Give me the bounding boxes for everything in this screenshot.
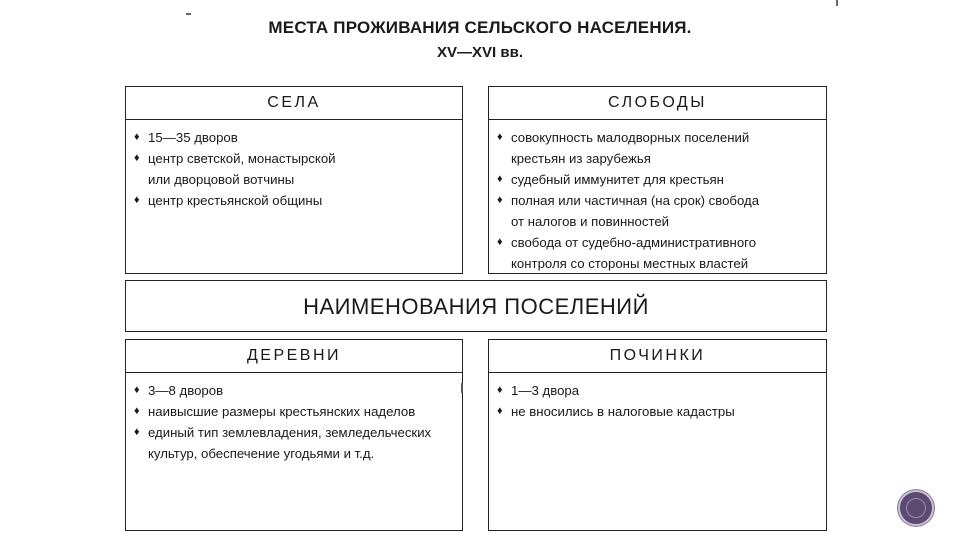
box-derevni-header: ДЕРЕВНИ (126, 340, 462, 373)
list-item: ♦ центр светской, монастырской или дворцовой вотчины (134, 148, 358, 190)
box-sela-header: СЕЛА (126, 87, 462, 120)
box-derevni (125, 339, 463, 531)
list-item: ♦ наивысшие размеры крестьянских наделов (134, 401, 454, 422)
title-line-1: МЕСТА ПРОЖИВАНИЯ СЕЛЬСКОГО НАСЕЛЕНИЯ. (268, 18, 692, 37)
box-pochinki-header: ПОЧИНКИ (489, 340, 826, 373)
list-item: ♦ 1—3 двора (497, 380, 818, 401)
slide-title (0, 18, 960, 61)
settlement-names-label: НАИМЕНОВАНИЯ ПОСЕЛЕНИЙ (303, 294, 649, 319)
box-pochinki (488, 339, 827, 531)
list-item: ♦ свобода от судебно-административного контроля со стороны местных властей (497, 232, 796, 274)
box-slobody-header: СЛОБОДЫ (489, 87, 826, 120)
box-derevni-list (126, 373, 462, 464)
slide-nav-button[interactable] (898, 490, 934, 526)
list-item: ♦ 3—8 дворов (134, 380, 454, 401)
box-slobody (488, 86, 827, 274)
scan-mark-top-left (186, 13, 191, 15)
list-item: ♦ единый тип землевладения, земледельческих культур, обеспечение угодьями и т.д. (134, 422, 448, 464)
box-sela-list (126, 120, 462, 211)
list-item: ♦ не вносились в налоговые кадастры (497, 401, 818, 422)
list-item: ♦ полная или частичная (на срок) свобода от налогов и повинностей (497, 190, 771, 232)
list-item: ♦ 15—35 дворов (134, 127, 454, 148)
box-sela (125, 86, 463, 274)
scan-mark-top-right (836, 0, 838, 6)
title-line-2: XV—XVI вв. (437, 44, 523, 61)
scan-mark-middle (461, 383, 463, 393)
box-slobody-list (489, 120, 826, 274)
list-item: ♦ судебный иммунитет для крестьян (497, 169, 818, 190)
list-item: ♦ совокупность малодворных поселений крестьян из зарубежья (497, 127, 771, 169)
box-pochinki-list (489, 373, 826, 422)
box-settlement-names (125, 280, 827, 332)
list-item: ♦ центр крестьянской общины (134, 190, 454, 211)
